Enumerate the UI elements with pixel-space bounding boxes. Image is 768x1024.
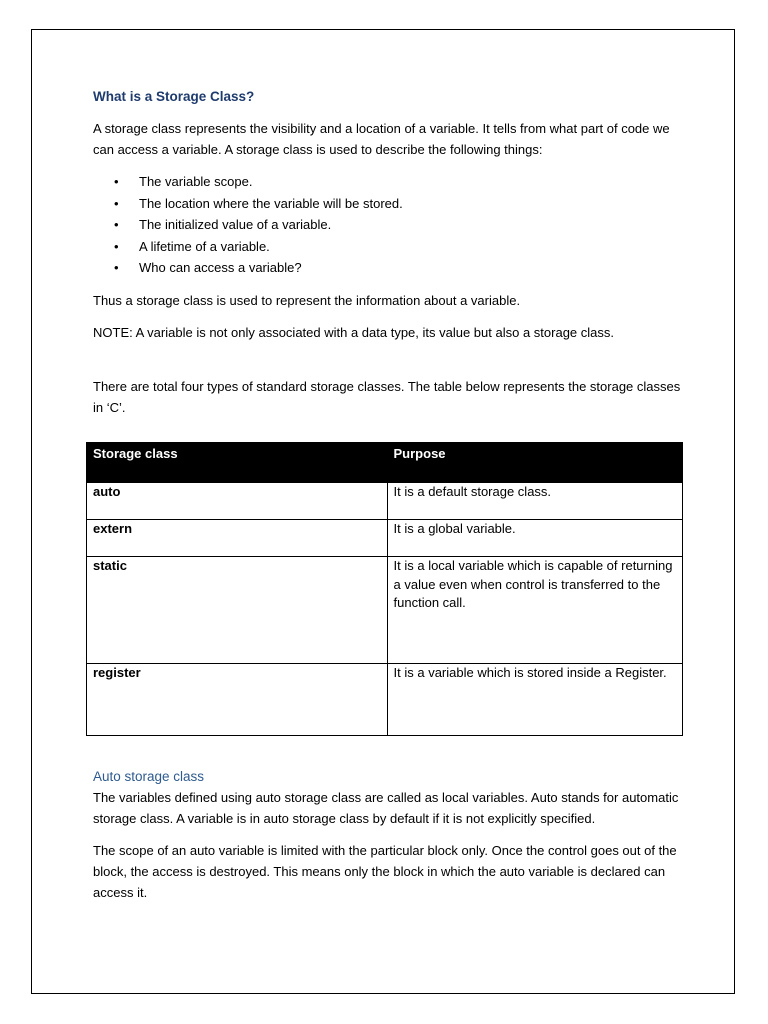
column-header-storage-class: Storage class — [87, 443, 388, 483]
intro-paragraph: A storage class represents the visibility and a location of a variable. It tells from what part of code we can access a variable. A storage class is used to describe the following things: — [93, 121, 670, 157]
bullet-icon: • — [114, 195, 119, 211]
table-row — [87, 557, 683, 664]
auto-paragraph-2: The scope of an auto variable is limited with the particular block only. Once the control goes out of the block, the access is destroyed. This means only the block in which the auto variable is declared can access it. — [93, 843, 677, 900]
storage-class-name: auto — [87, 483, 388, 520]
storage-class-purpose: It is a local variable which is capable of returning a value even when control is transferred to the function call. — [387, 557, 682, 664]
bullet-icon: • — [114, 260, 119, 275]
storage-class-name: register — [87, 664, 388, 736]
bullet-icon: • — [114, 217, 119, 232]
auto-storage-section — [93, 767, 683, 903]
list-item: • Who can access a variable? — [93, 257, 683, 279]
storage-class-purpose: It is a variable which is stored inside a Register. — [387, 664, 682, 736]
list-item: • The variable scope. — [93, 171, 683, 193]
list-item: • A lifetime of a variable. — [93, 236, 683, 258]
storage-class-name: static — [87, 557, 388, 664]
table-row — [87, 520, 683, 557]
storage-class-purpose: It is a global variable. — [387, 520, 682, 557]
storage-class-purpose: It is a default storage class. — [387, 483, 682, 520]
table-row — [87, 483, 683, 520]
bullet-icon: • — [114, 238, 119, 254]
storage-class-table — [86, 442, 683, 736]
auto-paragraph-1: The variables defined using auto storage class are called as local variables. Auto stands for automatic storage class. A variable is in auto storage class by default if it is not explicitly specified. — [93, 790, 679, 826]
note-paragraph: NOTE: A variable is not only associated with a data type, its value but also a storage class. — [93, 324, 614, 340]
bullet-icon: • — [114, 174, 119, 189]
section-heading-auto-storage: Auto storage class — [93, 769, 205, 784]
table-header-row — [87, 443, 683, 483]
storage-class-name: extern — [87, 520, 388, 557]
types-intro-paragraph: There are total four types of standard storage classes. The table below represents the storage classes in ‘C’. — [93, 378, 681, 415]
list-item: • The location where the variable will be stored. — [93, 193, 683, 215]
column-header-purpose: Purpose — [387, 443, 682, 483]
table-row — [87, 664, 683, 736]
storage-class-features-list — [93, 171, 683, 279]
thus-paragraph: Thus a storage class is used to represent the information about a variable. — [93, 292, 521, 308]
document-content — [93, 87, 683, 418]
list-item: • The initialized value of a variable. — [93, 214, 683, 236]
section-heading-storage-class: What is a Storage Class? — [93, 89, 255, 104]
